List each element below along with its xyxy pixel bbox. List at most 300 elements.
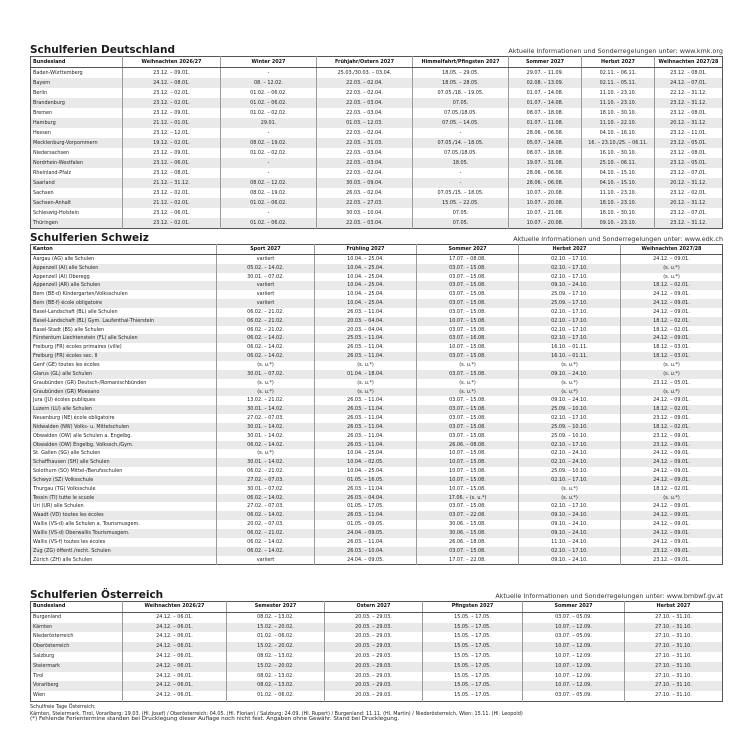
region-cell: Genf (GE) toutes les écoles (33, 361, 100, 368)
date-cell: 15.05. – 17.05. (423, 632, 523, 642)
region-cell: Brandenburg (31, 98, 123, 108)
table-row (31, 379, 723, 388)
date-cell: 16.10. – 01.11. (519, 343, 621, 352)
date-cell: 18.12. – 02.01. (621, 317, 723, 326)
region-cell: Uri (UR) alle Schulen (33, 503, 84, 510)
table-row (31, 458, 723, 467)
table-row (31, 128, 723, 138)
date-cell: 10.07. – 12.09. (523, 662, 625, 672)
date-cell: 21.12. – 02.01. (123, 198, 221, 208)
region-cell: Burgenland (33, 613, 62, 620)
region-cell: Basel-Landschaft (BL) alle Schulen (33, 308, 118, 315)
date-cell: 24.12. – 06.01. (123, 632, 227, 642)
date-cell: 01.05. – 09.05. (315, 520, 417, 529)
date-cell: 23.12. – 07.01. (655, 168, 723, 178)
region-cell: Sachsen (33, 190, 54, 196)
date-cell: 24.12. – 06.01. (123, 691, 227, 701)
date-cell: 09.10. – 24.10. (519, 370, 621, 379)
germany-header-row (31, 57, 723, 68)
date-cell: 11.10. – 24.10. (519, 538, 621, 547)
date-cell: 26.03. – 11.04. (315, 352, 417, 361)
date-cell: 07.05./14. – 18.05. (413, 138, 509, 148)
switzerland-table-head (31, 245, 723, 255)
date-cell: 22.12. – 31.12. (655, 88, 723, 98)
date-cell: 23.12. – 02.01. (123, 188, 221, 198)
table-row (31, 308, 723, 317)
date-cell: 24.12. – 09.01. (621, 449, 723, 458)
date-cell: 09.10. – 24.10. (519, 511, 621, 520)
region-cell: Solothurn (SO) Mittel-/Berufsschulen (33, 468, 123, 475)
date-cell: 08.02. – 19.02. (221, 188, 317, 198)
date-cell: 10.07. – 15.08. (417, 343, 519, 352)
date-cell: 15.02. – 20.02. (227, 623, 325, 633)
date-cell: 23.12. – 05.01. (655, 158, 723, 168)
region-cell: Freiburg (FR) écoles sec. II (31, 352, 217, 361)
date-cell: 18.12. – 03.01. (621, 352, 723, 361)
date-cell: 01.02. – 02.02. (221, 148, 317, 158)
table-row (31, 652, 723, 662)
region-cell: Saarland (31, 178, 123, 188)
date-cell: 26.03. – 11.04. (315, 308, 417, 317)
date-cell: 23.12. – 31.12. (655, 218, 723, 229)
region-cell: Appenzell (AR) alle Schulen (31, 281, 217, 290)
date-cell: 27.10. – 31.10. (625, 672, 723, 682)
date-cell: 10.07. – 12.09. (523, 681, 625, 691)
region-cell: Schaffhausen (SH) alle Schulen (31, 458, 217, 467)
date-cell: 03.07. – 15.08. (417, 352, 519, 361)
date-cell: 23.12. – 08.01. (123, 168, 221, 178)
region-cell: Wallis (VS-f) toutes les écoles (33, 538, 106, 545)
date-cell: 23.12. – 06.01. (123, 158, 221, 168)
column-header: Kanton (31, 245, 217, 255)
date-cell: 06.02. – 14.02. (217, 547, 315, 556)
date-cell: 06.02. – 14.02. (217, 352, 315, 361)
date-cell: 03.07. – 15.08. (417, 281, 519, 290)
date-cell: 24.04. – 09.05. (315, 529, 417, 538)
date-cell: 25.10. – 06.11. (582, 158, 655, 168)
date-cell: 18.12. – 02.01. (621, 405, 723, 414)
region-cell: Thurgau (TG) Volksschule (33, 485, 96, 492)
date-cell: 23.12. – 11.01. (655, 128, 723, 138)
date-cell: (s. u.*) (621, 494, 723, 503)
table-row (31, 273, 723, 282)
date-cell: 28.06. – 06.08. (509, 128, 582, 138)
date-cell: 24.12. – 09.01. (621, 396, 723, 405)
table-row (31, 208, 723, 218)
table-row (31, 642, 723, 652)
column-header: Frühling 2027 (315, 245, 417, 255)
region-cell: Rheinland-Pfalz (33, 170, 71, 176)
date-cell: 18.10. – 30.10. (582, 108, 655, 118)
column-header: Weihnachten 2027/28 (621, 245, 723, 255)
date-cell: (s. u.*) (621, 264, 723, 273)
date-cell: 26.03. – 02.04. (317, 188, 413, 198)
germany-table-head (31, 57, 723, 68)
date-cell: 24.12. – 09.01. (621, 467, 723, 476)
date-cell: 20.03. – 29.03. (325, 681, 423, 691)
date-cell: 20.03. – 29.03. (325, 642, 423, 652)
date-cell: - (413, 128, 509, 138)
austria-table (30, 601, 723, 702)
date-cell: 22.03. – 03.04. (317, 98, 413, 108)
date-cell: 27.10. – 31.10. (625, 662, 723, 672)
table-row (31, 632, 723, 642)
table-row (31, 198, 723, 208)
date-cell: 30.01. – 14.02. (217, 423, 315, 432)
date-cell: (s. u.*) (315, 379, 417, 388)
date-cell: 10.04. – 25.04. (315, 264, 417, 273)
date-cell: (s. u.*) (217, 449, 315, 458)
region-cell: Graubünden (GR) Deutsch-/Romanischbünden (33, 379, 147, 386)
date-cell: 23.12. – 08.01. (655, 148, 723, 158)
date-cell: 10.07. – 12.09. (523, 672, 625, 682)
table-row (31, 78, 723, 88)
date-cell: 25.09. – 17.10. (519, 290, 621, 299)
region-cell: Wallis (VS-d) Oberwallis Tourismusgem. (31, 529, 217, 538)
date-cell: 01.04. – 18.04. (315, 370, 417, 379)
column-header: Herbst 2027 (625, 602, 723, 613)
date-cell: 27.10. – 31.10. (625, 681, 723, 691)
date-cell: 16.10. – 01.11. (519, 352, 621, 361)
table-row (31, 264, 723, 273)
column-header: Sport 2027 (217, 245, 315, 255)
date-cell: 23.12. – 02.01. (123, 88, 221, 98)
date-cell: 24.12. – 06.01. (123, 672, 227, 682)
column-header: Herbst 2027 (582, 57, 655, 68)
date-cell: 20.03. – 29.03. (325, 632, 423, 642)
date-cell: 02.10. – 24.10. (519, 458, 621, 467)
table-row (31, 317, 723, 326)
date-cell: 07.05. (413, 98, 509, 108)
date-cell: 27.10. – 31.10. (625, 612, 723, 622)
region-cell: Jura (JU) écoles publiques (33, 397, 96, 404)
date-cell: 08.02. – 13.02. (227, 672, 325, 682)
date-cell: 26.03. – 11.04. (315, 432, 417, 441)
date-cell: 07.05./18. – 19.05. (413, 88, 509, 98)
date-cell: 10.07. – 12.09. (523, 642, 625, 652)
region-cell: Fürstentum Liechtenstein (FL) alle Schulen (31, 334, 217, 343)
date-cell: 23.12. – 09.01. (123, 148, 221, 158)
table-row (31, 178, 723, 188)
germany-info: Aktuelle Informationen und Sonderregelungen unter: www.kmk.org (508, 47, 723, 55)
date-cell: 28.06. – 06.08. (509, 178, 582, 188)
table-row (31, 370, 723, 379)
date-cell: 10.04. – 25.04. (315, 299, 417, 308)
region-cell: Appenzell (AI) alle Schulen (31, 264, 217, 273)
region-cell: Mecklenburg-Vorpommern (31, 138, 123, 148)
table-row (31, 188, 723, 198)
region-cell: Neuenburg (NE) école obligatoire (33, 415, 115, 422)
table-row (31, 343, 723, 352)
table-row (31, 98, 723, 108)
region-cell: Vorarlberg (31, 681, 123, 691)
table-row (31, 529, 723, 538)
date-cell: 01.02. – 06.02. (221, 98, 317, 108)
date-cell: (s. u.*) (217, 379, 315, 388)
date-cell: 07.05. – 14.05. (413, 118, 509, 128)
date-cell: 30.03. – 09.04. (317, 178, 413, 188)
date-cell: 26.03. – 11.04. (315, 405, 417, 414)
region-cell: Luzern (LU) alle Schulen (31, 405, 217, 414)
date-cell: 06.02. – 21.02. (217, 467, 315, 476)
date-cell: 17.06. – (s. u.*) (417, 494, 519, 503)
date-cell: 10.07. – 12.09. (523, 623, 625, 633)
date-cell: (s. u.*) (217, 361, 315, 370)
region-cell: Waadt (VD) toutes les écoles (31, 511, 217, 520)
date-cell: 22.03. – 02.04. (317, 168, 413, 178)
table-row (31, 691, 723, 701)
switzerland-section (30, 229, 723, 565)
date-cell: 01.02. – 06.02. (221, 88, 317, 98)
table-row (31, 68, 723, 79)
region-cell: Nidwalden (NW) Volks- u. Mittelschulen (31, 423, 217, 432)
date-cell: 24.12. – 09.01. (621, 511, 723, 520)
date-cell: 18.05. – 28.05. (413, 78, 509, 88)
date-cell: 03.07. – 15.08. (417, 502, 519, 511)
date-cell: (s. u.*) (417, 361, 519, 370)
date-cell: 08.07. – 18.08. (509, 108, 582, 118)
date-cell: 23.12. – 05.01. (655, 138, 723, 148)
date-cell: 22.03. – 02.04. (317, 78, 413, 88)
date-cell: variiert (217, 281, 315, 290)
column-header: Sommer 2027 (417, 245, 519, 255)
region-cell: Basel-Landschaft (BL) Gym. Laufenthal-Thierstein (31, 317, 217, 326)
date-cell: 10.07. – 20.08. (509, 218, 582, 229)
date-cell: 20.03. – 04.04. (315, 317, 417, 326)
date-cell: 23.12. – 02.01. (123, 218, 221, 229)
date-cell: 23.12. – 09.01. (123, 68, 221, 79)
region-cell: Wien (33, 692, 46, 699)
region-cell: Bern (BE-f) école obligatoire (31, 299, 217, 308)
date-cell: 09.10. – 24.10. (519, 556, 621, 565)
germany-title: Schulferien Deutschland (30, 44, 176, 56)
date-cell: 30.01. – 07.02. (217, 370, 315, 379)
table-row (31, 361, 723, 370)
date-cell: 09.10. – 24.10. (519, 396, 621, 405)
date-cell: 02.10. – 17.10. (519, 334, 621, 343)
region-cell: Bremen (33, 110, 53, 116)
date-cell: 24.12. – 06.01. (123, 652, 227, 662)
date-cell: 03.07. – 15.08. (417, 326, 519, 335)
table-row (31, 88, 723, 98)
region-cell: Graubünden (GR) Moesano (31, 388, 217, 397)
date-cell: 23.12. – 09.01. (123, 108, 221, 118)
date-cell: 08. – 12.02. (221, 78, 317, 88)
switzerland-table-body (31, 254, 723, 565)
date-cell: 24.12. – 09.01. (621, 334, 723, 343)
austria-table-head (31, 602, 723, 613)
region-cell: Basel-Stadt (BS) alle Schulen (33, 326, 105, 333)
date-cell: - (413, 178, 509, 188)
date-cell: 01.02. – 06.02. (227, 632, 325, 642)
germany-section (30, 41, 723, 229)
germany-table (30, 56, 723, 229)
date-cell: 01.03. – 12.03. (317, 118, 413, 128)
date-cell: 20.03. – 04.04. (315, 326, 417, 335)
date-cell: 28.06. – 06.08. (509, 168, 582, 178)
date-cell: (s. u.*) (519, 485, 621, 494)
date-cell: 07.05./18.05. (413, 148, 509, 158)
date-cell: 10.07. – 20.08. (509, 188, 582, 198)
date-cell: 03.07. – 15.08. (417, 432, 519, 441)
date-cell: - (413, 168, 509, 178)
date-cell: 30.06. – 15.08. (417, 529, 519, 538)
table-row (31, 494, 723, 503)
date-cell: 17.07. – 08.08. (417, 254, 519, 263)
date-cell: 06.02. – 21.02. (217, 317, 315, 326)
date-cell: 30.06. – 15.08. (417, 520, 519, 529)
column-header: Bundesland (31, 57, 123, 68)
date-cell: 24.12. – 09.01. (621, 529, 723, 538)
date-cell: (s. u.*) (621, 273, 723, 282)
date-cell: (s. u.*) (519, 494, 621, 503)
table-row (31, 118, 723, 128)
date-cell: 10.07. – 15.08. (417, 458, 519, 467)
date-cell: 23.12. – 02.01. (655, 188, 723, 198)
date-cell: 02.10. – 17.10. (519, 254, 621, 263)
date-cell: 22.03. – 03.04. (317, 108, 413, 118)
date-cell: 30.03. – 10.04. (317, 208, 413, 218)
date-cell: 27.02. – 07.03. (217, 476, 315, 485)
table-row (31, 414, 723, 423)
date-cell: 24.12. – 06.01. (123, 662, 227, 672)
date-cell: 24.12. – 08.01. (123, 78, 221, 88)
date-cell: 10.04. – 25.04. (315, 449, 417, 458)
date-cell: 15.05. – 17.05. (423, 691, 523, 701)
date-cell: 22.03. – 03.04. (317, 218, 413, 229)
date-cell: 02.10. – 17.10. (519, 502, 621, 511)
region-cell: Hessen (33, 130, 51, 136)
date-cell: 13.02. – 21.02. (217, 396, 315, 405)
table-row (31, 334, 723, 343)
date-cell: 15.05. – 17.05. (423, 652, 523, 662)
date-cell: - (221, 128, 317, 138)
date-cell: 06.02. – 14.02. (217, 343, 315, 352)
region-cell: Baden-Württemberg (33, 70, 83, 76)
date-cell: 24.12. – 09.01. (621, 299, 723, 308)
region-cell: Oberösterreich (31, 642, 123, 652)
table-row (31, 623, 723, 633)
date-cell: 18.12. – 02.01. (621, 485, 723, 494)
austria-note-text: Kärnten, Steiermark, Tirol, Vorarlberg: 19.03. (Hl. Josef) / Oberösterreich: 04.05. (Hl. Florian) / Salzburg: 24.09. (Hl. Rupert) / Burgenland: 11.11. (Hl. Martin) / Niederösterreich, Wien: 15.11. (Hl. Leopold) (30, 710, 523, 717)
date-cell: 25.09. – 17.10. (519, 299, 621, 308)
column-header: Winter 2027 (221, 57, 317, 68)
date-cell: 07.05. (413, 218, 509, 229)
date-cell: 20.03. – 29.03. (325, 672, 423, 682)
date-cell: 20.03. – 29.03. (325, 623, 423, 633)
date-cell: 10.07. – 20.08. (509, 198, 582, 208)
table-row (31, 476, 723, 485)
date-cell: 01.07. – 14.08. (509, 98, 582, 108)
date-cell: 03.07. – 22.08. (417, 511, 519, 520)
table-row (31, 108, 723, 118)
date-cell: 18.12. – 03.01. (621, 343, 723, 352)
date-cell: 26.03. – 11.04. (315, 538, 417, 547)
date-cell: 06.02. – 14.02. (217, 334, 315, 343)
date-cell: 03.07. – 15.08. (417, 290, 519, 299)
date-cell: 15.05. – 17.05. (423, 623, 523, 633)
region-cell: Aargau (AG) alle Schulen (33, 255, 95, 262)
date-cell: 24.12. – 07.01. (655, 78, 723, 88)
date-cell: 03.07. – 15.08. (417, 405, 519, 414)
date-cell: 02.11. – 05.11. (582, 78, 655, 88)
date-cell: 10.04. – 25.04. (315, 273, 417, 282)
region-cell: Bern (BE-d) Kindergarten/Volksschulen (33, 291, 128, 298)
region-cell: Kärnten (31, 623, 123, 633)
date-cell: 06.02. – 14.02. (217, 538, 315, 547)
date-cell: 26.03. – 11.04. (315, 396, 417, 405)
date-cell: 02.10. – 17.10. (519, 547, 621, 556)
table-row (31, 405, 723, 414)
date-cell: 03.07. – 15.08. (417, 308, 519, 317)
date-cell: 04.10. – 15.10. (582, 178, 655, 188)
date-cell: 01.07. – 14.08. (509, 88, 582, 98)
date-cell: (s. u.*) (217, 388, 315, 397)
date-cell: 30.01. – 14.02. (217, 458, 315, 467)
date-cell: 08.07. – 18.08. (509, 148, 582, 158)
table-row (31, 281, 723, 290)
austria-header-row (31, 602, 723, 613)
switzerland-header (30, 229, 723, 244)
date-cell: 23.12. – 09.01. (621, 414, 723, 423)
date-cell: 20.12. – 31.12. (655, 178, 723, 188)
date-cell: 02.10. – 17.10. (519, 476, 621, 485)
date-cell: 23.12. – 09.01. (621, 441, 723, 450)
date-cell: 26.03. – 11.04. (315, 343, 417, 352)
date-cell: 02.10. – 17.10. (519, 326, 621, 335)
region-cell: Schwyz (SZ) Volksschule (31, 476, 217, 485)
date-cell: 02.10. – 17.10. (519, 264, 621, 273)
date-cell: variiert (217, 254, 315, 263)
region-cell: Tessin (TI) tutte le scuole (31, 494, 217, 503)
date-cell: 03.07. – 15.08. (417, 396, 519, 405)
date-cell: 20.12. – 31.12. (655, 118, 723, 128)
table-row (31, 449, 723, 458)
date-cell: (s. u.*) (315, 388, 417, 397)
date-cell: 06.02. – 14.02. (217, 494, 315, 503)
region-cell: Niederösterreich (33, 633, 74, 640)
table-row (31, 662, 723, 672)
date-cell: 07.05. (413, 208, 509, 218)
date-cell: 21.12. – 31.12. (123, 178, 221, 188)
date-cell: 10.04. – 25.04. (315, 254, 417, 263)
date-cell: 03.07. – 05.09. (523, 612, 625, 622)
region-cell: Tirol (33, 672, 44, 679)
date-cell: 03.07. – 15.08. (417, 273, 519, 282)
date-cell: variiert (217, 290, 315, 299)
column-header: Sommer 2027 (523, 602, 625, 613)
date-cell: 08.02. – 13.02. (227, 681, 325, 691)
date-cell: 23.12. – 09.01. (621, 547, 723, 556)
date-cell: 27.10. – 31.10. (625, 632, 723, 642)
date-cell: 23.12. – 12.01. (123, 128, 221, 138)
switzerland-info: Aktuelle Informationen und Sonderregelungen unter: www.edk.ch (513, 235, 723, 243)
date-cell: 20.03. – 29.03. (325, 612, 423, 622)
date-cell: 25.09. – 10.10. (519, 432, 621, 441)
date-cell: 22.03. – 03.04. (317, 158, 413, 168)
region-cell: Niedersachsen (33, 150, 70, 156)
date-cell: 26.03. – 11.04. (315, 511, 417, 520)
date-cell: 03.07. – 15.08. (417, 547, 519, 556)
region-cell: Appenzell (AI) Oberegg (33, 273, 90, 280)
date-cell: 10.04. – 25.04. (315, 467, 417, 476)
date-cell: 01.05. – 17.05. (315, 502, 417, 511)
date-cell: - (221, 168, 317, 178)
germany-header (30, 41, 723, 56)
date-cell: 23.12. – 06.01. (123, 208, 221, 218)
date-cell: 26.03. – 04.04. (315, 494, 417, 503)
date-cell: 02.10. – 24.10. (519, 449, 621, 458)
